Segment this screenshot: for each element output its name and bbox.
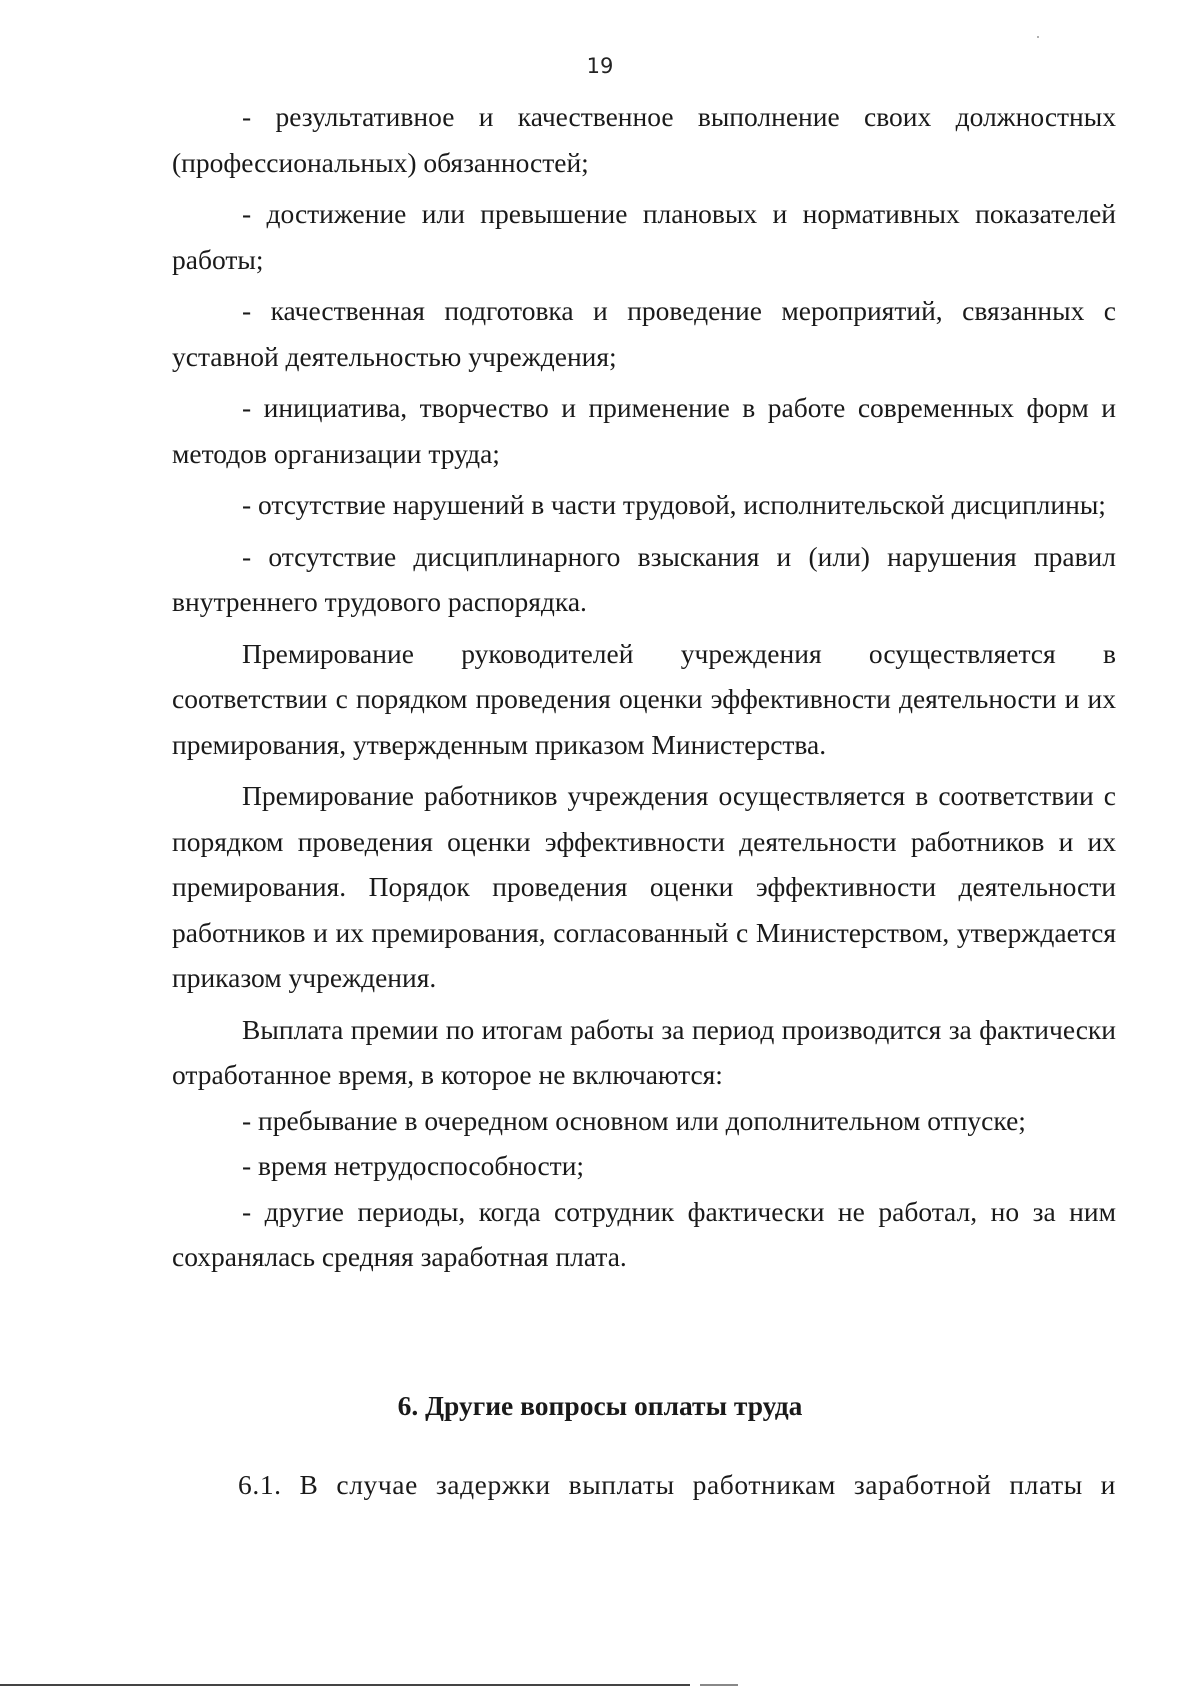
section-heading: 6. Другие вопросы оплаты труда <box>397 1390 803 1421</box>
paragraph-bullet-vacation: - пребывание в очередном основном или дополнительном отпуске; <box>242 1104 1026 1136</box>
scan-edge-line <box>0 1684 690 1686</box>
paragraph-bullet-sick-leave: - время нетрудоспособности; <box>242 1150 585 1181</box>
paragraph-bonus-payment: Выплата премии по итогам работы за период производится за фактически отработанное время, в которое не включаются: <box>172 1013 1116 1090</box>
paragraph-section-6-1: 6.1. В случае задержки выплаты работникам заработной платы и <box>238 1469 1116 1500</box>
document-body <box>172 94 1116 1286</box>
paragraph-bullet-performance: - результативное и качественное выполнение своих должностных (профессиональных) обязанностей; <box>172 101 1116 178</box>
scan-edge-line-fragment <box>700 1684 738 1686</box>
paragraph-managers-bonus: Премирование руководителей учреждения осуществляется в соответствии с порядком проведения оценки эффективности деятельности и их премирования, утвержденным приказом Министерства. <box>172 637 1116 760</box>
paragraph-employees-bonus: Премирование работников учреждения осуществляется в соответствии с порядком проведения оценки эффективности деятельности работников и их премирования. Порядок проведения оценки эффективности деятельности работников и их премирования, согласованный с Министерством, утверждается приказом учреждения. <box>172 780 1116 993</box>
paragraph-bullet-events: - качественная подготовка и проведение мероприятий, связанных с уставной деятельностью учреждения; <box>172 295 1116 372</box>
paragraph-bullet-no-penalty: - отсутствие дисциплинарного взыскания и (или) нарушения правил внутреннего трудового распорядка. <box>172 540 1116 617</box>
paragraph-bullet-targets: - достижение или превышение плановых и нормативных показателей работы; <box>172 198 1116 275</box>
paragraph-bullet-other-periods: - другие периоды, когда сотрудник фактически не работал, но за ним сохранялась средняя заработная плата. <box>172 1195 1116 1272</box>
paragraph-bullet-discipline: - отсутствие нарушений в части трудовой, исполнительской дисциплины; <box>242 489 1106 520</box>
paragraph-bullet-initiative: - инициатива, творчество и применение в работе современных форм и методов организации труда; <box>172 392 1116 469</box>
page-number: 19 <box>586 54 614 78</box>
scan-speck <box>1037 36 1039 38</box>
